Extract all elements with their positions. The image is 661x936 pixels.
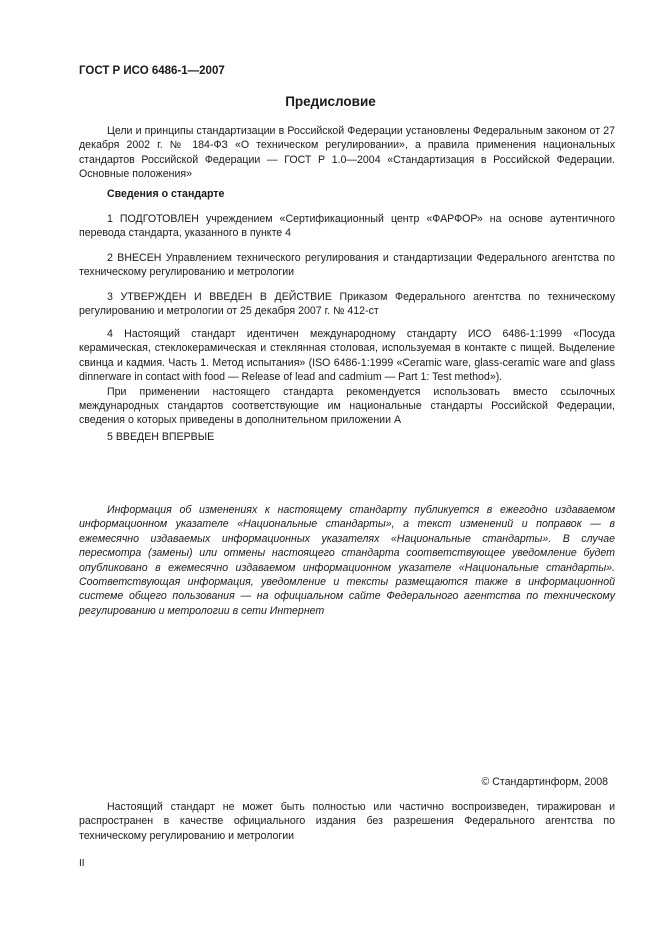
reproduction-text: Настоящий стандарт не может быть полностью или частично воспроизведен, тиражирован и распространен в качестве официального издания без разрешения Федерального агентства по техническому регулированию и метрологии xyxy=(79,801,615,842)
info-heading: Сведения о стандарте xyxy=(107,188,225,200)
item-3 xyxy=(79,290,615,319)
notice-text: Информация об изменениях к настоящему стандарту публикуется в ежегодно издаваемом информационном указателе «Национальные стандарты», а текст изменений и поправок — в ежемесячно издаваемых информационных указателях «Национальные стандарты». В случае пересмотра (замены) или отмены настоящего стандарта соответствующее уведомление будет опубликовано в ежемесячно издаваемом информационном указателе «Национальные стандарты». Соответствующая информация, уведомление и тексты размещаются также в информационной системе общего пользования — на официальном сайте Федерального агентства по техническому регулированию и метрологии в сети Интернет xyxy=(79,504,615,617)
item-2-text: 2 ВНЕСЕН Управлением технического регулирования и стандартизации Федерального агентства по техническому регулированию и метрологии xyxy=(79,252,615,279)
intro-block xyxy=(79,124,615,182)
item-4-text: 4 Настоящий стандарт идентичен международному стандарту ИСО 6486-1:1999 «Посуда керамическая, стеклокерамическая и стеклянная столовая, используемая в контакте с пищей. Выделение свинца и кадмия. Часть 1. Метод испытания» (ISO 6486-1:1999 «Ceramic ware, glass-ceramic ware and glass dinnerware in contact with food — Release of lead and cadmium — Part 1: Test method»). xyxy=(79,328,615,384)
reproduction-block xyxy=(79,800,615,843)
item-2 xyxy=(79,251,615,280)
item-4 xyxy=(79,327,615,428)
item-5-text: 5 ВВЕДЕН ВПЕРВЫЕ xyxy=(107,431,215,443)
item-4-note: При применении настоящего стандарта рекомендуется использовать вместо ссылочных международных стандартов соответствующие им национальные стандарты Российской Федерации, сведения о которых приведены в дополнительном приложении А xyxy=(79,385,615,427)
notice-block xyxy=(79,503,615,618)
doc-code: ГОСТ Р ИСО 6486-1—2007 xyxy=(79,65,225,77)
page-number: II xyxy=(79,858,85,869)
item-5 xyxy=(79,430,615,444)
intro-paragraph: Цели и принципы стандартизации в Российской Федерации установлены Федеральным законом от 27 декабря 2002 г. № 184-ФЗ «О техническом регулировании», а правила применения национальных стандартов Российской Федерации — ГОСТ Р 1.0—2004 «Стандартизация в Российской Федерации. Основные положения» xyxy=(79,125,615,181)
item-1 xyxy=(79,212,615,241)
copyright: © Стандартинформ, 2008 xyxy=(481,776,608,788)
item-3-text: 3 УТВЕРЖДЕН И ВВЕДЕН В ДЕЙСТВИЕ Приказом Федерального агентства по техническому регулированию и метрологии от 25 декабря 2007 г. № 412-ст xyxy=(79,291,615,318)
item-1-text: 1 ПОДГОТОВЛЕН учреждением «Сертификационный центр «ФАРФОР» на основе аутентичного перевода стандарта, указанного в пункте 4 xyxy=(79,213,615,240)
page-title: Предисловие xyxy=(285,94,376,109)
